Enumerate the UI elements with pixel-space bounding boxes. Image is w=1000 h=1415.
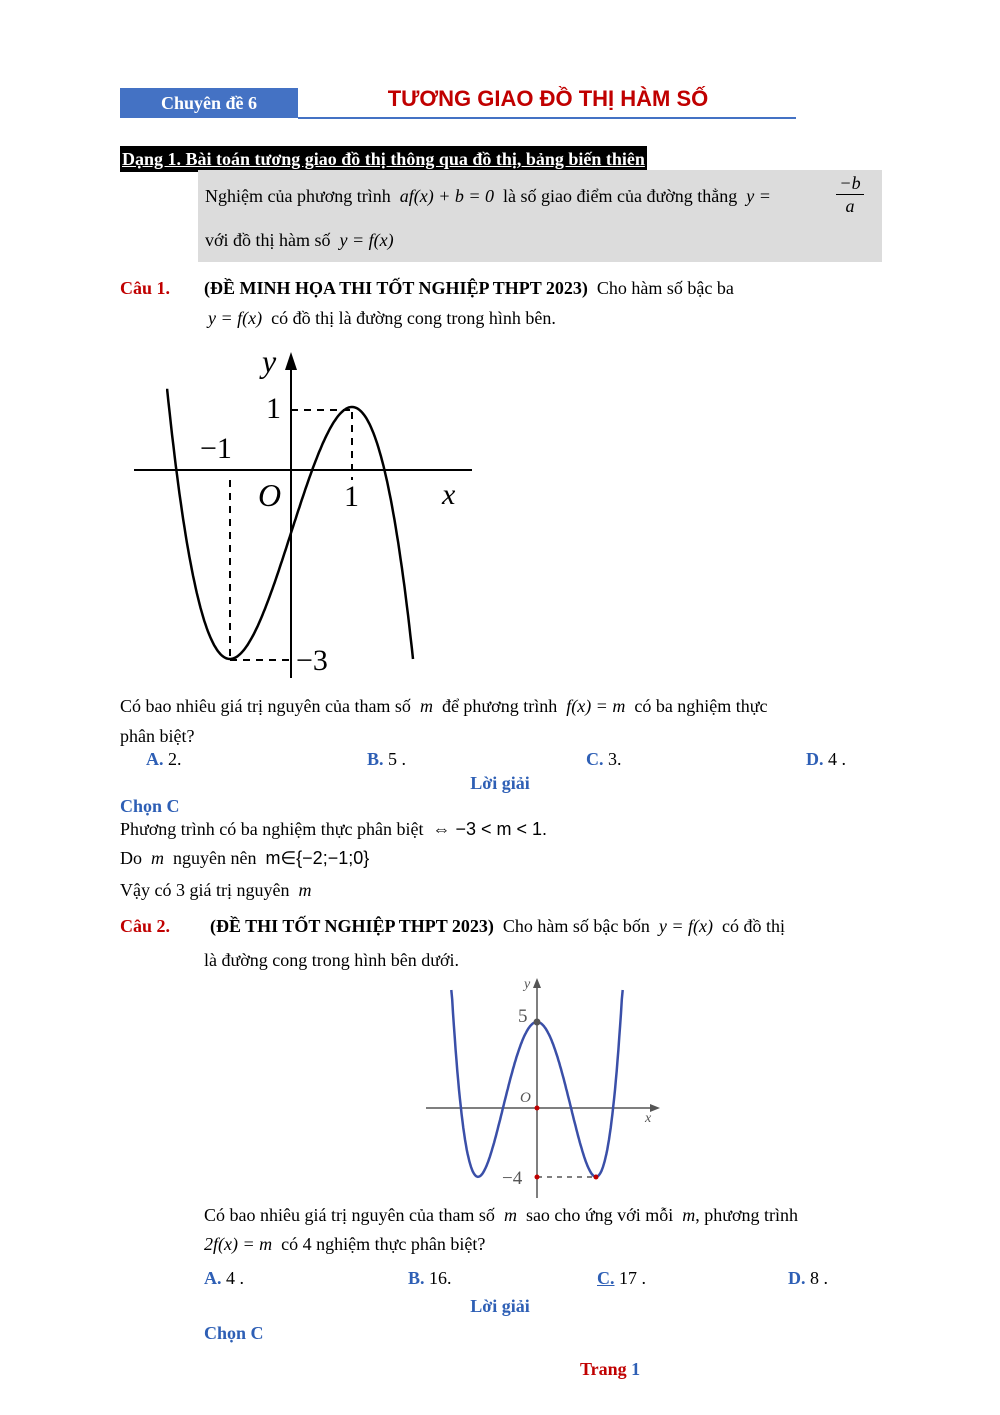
q1-option-b xyxy=(367,749,406,770)
question-text: có 4 nghiệm thực phân biệt? xyxy=(281,1234,486,1254)
q2-option-a xyxy=(204,1268,244,1289)
question-text: sao cho ứng với mỗi xyxy=(525,1205,674,1225)
question-equation: f(x) = m xyxy=(566,696,626,716)
chapter-badge: Chuyên đề 6 xyxy=(120,88,298,118)
question-1-stem-2 xyxy=(208,308,556,329)
option-value: 16. xyxy=(429,1268,452,1288)
question-1-prompt xyxy=(120,696,880,717)
question-2-label: Câu 2. xyxy=(120,916,171,936)
question-text: Có bao nhiêu giá trị nguyên của tham số xyxy=(204,1205,495,1225)
option-letter: A. xyxy=(204,1268,222,1288)
cubic-graph xyxy=(120,340,490,685)
question-text: Có bao nhiêu giá trị nguyên của tham số xyxy=(120,696,411,716)
page-footer xyxy=(580,1359,640,1380)
question-text: để phương trình xyxy=(441,696,558,716)
q1-solution-line-2 xyxy=(120,848,369,869)
graph2-tick-5: 5 xyxy=(518,1006,528,1027)
graph1-tick-1x: 1 xyxy=(344,480,359,513)
question-text: có ba nghiệm thực xyxy=(634,696,768,716)
question-1-label: Câu 1. xyxy=(120,278,171,298)
question-2-prompt xyxy=(204,1205,880,1226)
section-heading: Dạng 1. Bài toán tương giao đồ thị thông qua đồ thị, bảng biến thiên xyxy=(120,146,647,172)
question-2-stem-2: là đường cong trong hình bên dưới. xyxy=(204,950,460,970)
q1-solution-line-3 xyxy=(120,880,311,901)
min-y-point xyxy=(535,1175,540,1180)
y-axis-arrow xyxy=(285,352,297,370)
q2-choose: Chọn C xyxy=(204,1323,264,1343)
note-text: với đồ thị hàm số xyxy=(205,230,331,250)
option-value: 2. xyxy=(168,749,182,769)
param-m: m xyxy=(419,696,433,716)
question-text: có đồ thị là đường cong trong hình bên. xyxy=(271,308,556,328)
footer-label: Trang xyxy=(580,1359,627,1379)
note-text: Nghiệm của phương trình xyxy=(205,186,391,206)
question-equation: y = f(x) xyxy=(208,308,263,328)
note-equation: af(x) + b = 0 xyxy=(399,186,495,206)
question-source: (ĐỀ MINH HỌA THI TỐT NGHIỆP THPT 2023) xyxy=(204,278,588,298)
question-equation: 2f(x) = m xyxy=(204,1234,273,1254)
graph1-y-label: y xyxy=(262,343,277,379)
solution-math: ⇔ −3 < m < 1. xyxy=(432,819,548,839)
solution-text: nguyên nên xyxy=(173,848,257,868)
question-text: Cho hàm số bậc bốn xyxy=(502,916,650,936)
param-m: m xyxy=(151,848,164,868)
param-m: m xyxy=(682,1205,696,1225)
param-m: m xyxy=(503,1205,517,1225)
option-value: 8 . xyxy=(810,1268,828,1288)
question-source: (ĐỀ THI TỐT NGHIỆP THPT 2023) xyxy=(210,916,494,936)
question-2-stem xyxy=(210,916,880,937)
option-value: 5 . xyxy=(388,749,407,769)
solution-text: Do xyxy=(120,848,142,868)
question-1-prompt-2: phân biệt? xyxy=(120,726,195,746)
question-2-prompt-2 xyxy=(204,1234,485,1255)
max-point xyxy=(534,1019,541,1026)
chapter-title: TƯƠNG GIAO ĐỒ THỊ HÀM SỐ xyxy=(387,86,709,111)
q1-solution-title: Lời giải xyxy=(470,773,530,793)
q1-option-c xyxy=(586,749,622,770)
graph1-tick-1y: 1 xyxy=(266,392,281,425)
question-text: Cho hàm số bậc ba xyxy=(596,278,734,298)
q1-option-a xyxy=(146,749,182,770)
question-1-stem xyxy=(204,278,880,299)
graph2-y-label: y xyxy=(524,977,531,992)
option-letter: D. xyxy=(806,749,824,769)
option-value: 3. xyxy=(608,749,622,769)
solution-text: Phương trình có ba nghiệm thực phân biệt xyxy=(120,819,424,839)
origin-point xyxy=(535,1106,540,1111)
graph1-x-label: x xyxy=(442,478,456,511)
note-fraction xyxy=(836,172,864,217)
option-letter: C. xyxy=(597,1268,615,1288)
page-number: 1 xyxy=(631,1359,641,1379)
cubic-curve xyxy=(166,390,413,659)
note-equation: y = f(x) xyxy=(339,230,394,250)
header-underline xyxy=(298,117,796,119)
solution-text: Vậy có 3 giá trị nguyên xyxy=(120,880,290,900)
option-letter: B. xyxy=(367,749,384,769)
question-text: có đồ thị xyxy=(722,916,786,936)
question-text: , phương trình xyxy=(695,1205,798,1225)
graph2-x-label: x xyxy=(645,1111,652,1126)
note-line-2 xyxy=(205,230,394,251)
option-letter: D. xyxy=(788,1268,806,1288)
note-text: là số giao điểm của đường thẳng xyxy=(503,186,738,206)
q1-option-d xyxy=(806,749,846,770)
graph2-origin-label: O xyxy=(520,1090,531,1106)
fraction-denominator: a xyxy=(845,196,855,216)
min-point xyxy=(594,1175,599,1180)
q1-choose: Chọn C xyxy=(120,796,180,816)
option-value: 17 . xyxy=(619,1268,646,1288)
graph1-origin-label: O xyxy=(258,477,282,513)
option-letter: B. xyxy=(408,1268,425,1288)
x-axis-arrow xyxy=(650,1104,660,1112)
quartic-graph xyxy=(420,970,670,1200)
graph1-tick-minus3: −3 xyxy=(296,644,328,677)
option-value: 4 . xyxy=(226,1268,244,1288)
fraction-numerator: −b xyxy=(836,172,864,195)
solution-math: m∈{−2;−1;0} xyxy=(265,848,370,868)
question-equation: y = f(x) xyxy=(658,916,714,936)
graph2-tick-minus4: −4 xyxy=(502,1168,523,1189)
graph1-tick-minus1: −1 xyxy=(200,432,232,465)
param-m: m xyxy=(298,880,312,900)
option-value: 4 . xyxy=(828,749,846,769)
q2-option-c xyxy=(597,1268,646,1289)
option-letter: C. xyxy=(586,749,604,769)
q2-option-d xyxy=(788,1268,828,1289)
y-axis-arrow xyxy=(533,978,541,988)
note-line-1 xyxy=(205,186,771,207)
note-y: y = xyxy=(746,186,771,206)
q2-option-b xyxy=(408,1268,452,1289)
q2-solution-title: Lời giải xyxy=(470,1296,530,1316)
option-letter: A. xyxy=(146,749,164,769)
q1-solution-line-1 xyxy=(120,819,547,840)
